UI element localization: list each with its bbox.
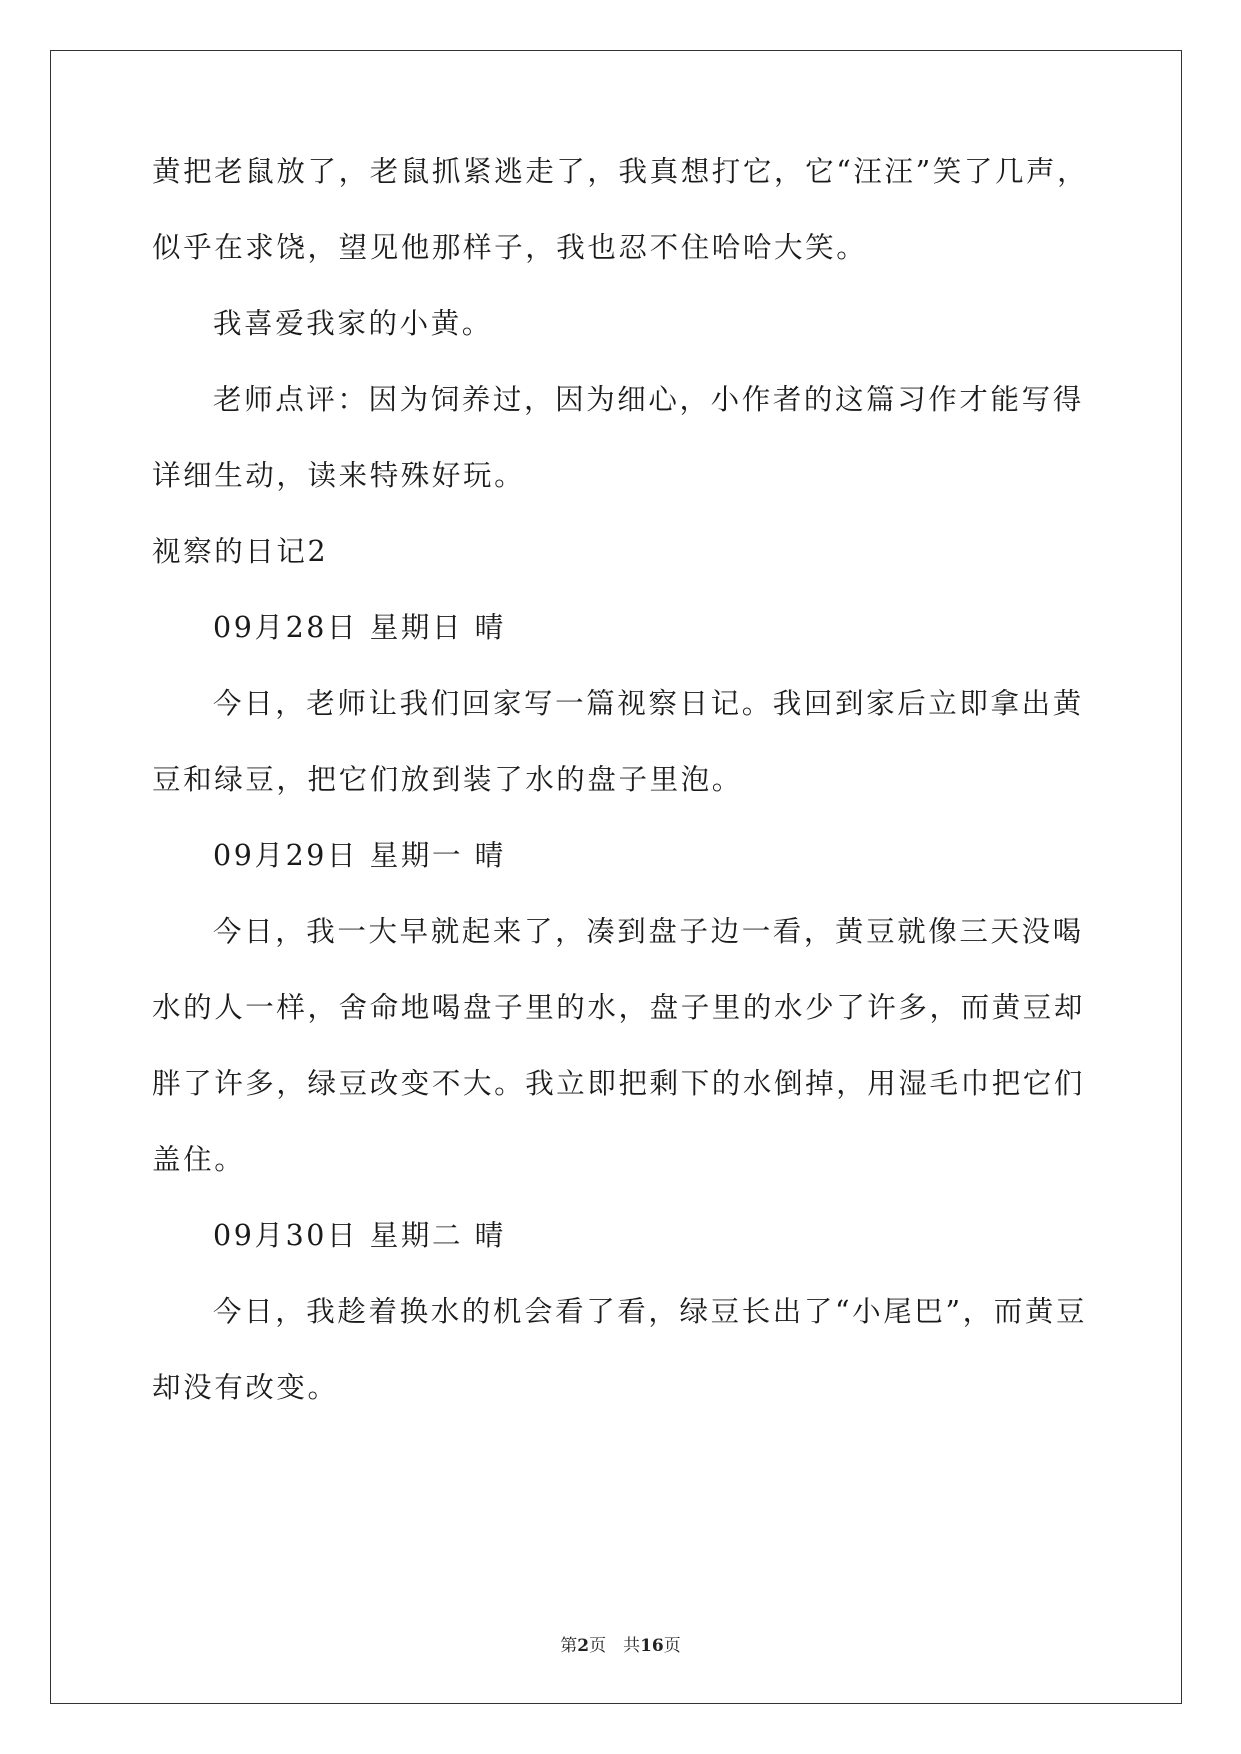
paragraph-line: 今日，老师让我们回家写一篇视察日记。我回到家后立即拿出黄 (213, 687, 1084, 720)
footer-middle: 页 共 (589, 1636, 641, 1656)
paragraph-line: 详细生动，读来特殊好玩。 (152, 459, 526, 492)
paragraph-line: 却没有改变。 (152, 1371, 339, 1404)
footer-page-number: 2 (577, 1636, 590, 1656)
paragraph-line: 黄把老鼠放了，老鼠抓紧逃走了，我真想打它，它“汪汪”笑了几声， (152, 155, 1089, 188)
paragraph-line: 豆和绿豆，把它们放到装了水的盘子里泡。 (152, 763, 743, 796)
footer-suffix: 页 (663, 1636, 681, 1656)
page-border (50, 50, 1182, 1704)
paragraph-line: 今日，我趁着换水的机会看了看，绿豆长出了“小尾巴”，而黄豆 (213, 1295, 1088, 1328)
diary-date: 09月30日 星期二 晴 (213, 1219, 506, 1252)
footer-total-pages: 16 (640, 1636, 664, 1656)
paragraph-line: 我喜爱我家的小黄。 (213, 307, 493, 340)
paragraph-line: 水的人一样，舍命地喝盘子里的水，盘子里的水少了许多，而黄豆却 (152, 991, 1086, 1024)
paragraph-line: 盖住。 (152, 1143, 246, 1176)
paragraph-line: 胖了许多，绿豆改变不大。我立即把剩下的水倒掉，用湿毛巾把它们 (152, 1067, 1086, 1100)
diary-date: 09月28日 星期日 晴 (213, 611, 506, 644)
paragraph-line: 今日，我一大早就起来了，凑到盘子边一看，黄豆就像三天没喝 (213, 915, 1084, 948)
page-footer (0, 1631, 1241, 1656)
section-heading: 视察的日记2 (152, 535, 329, 568)
diary-date: 09月29日 星期一 晴 (213, 839, 506, 872)
paragraph-line: 似乎在求饶，望见他那样子，我也忍不住哈哈大笑。 (152, 231, 868, 264)
footer-prefix: 第 (560, 1636, 578, 1656)
paragraph-line: 老师点评：因为饲养过，因为细心，小作者的这篇习作才能写得 (213, 383, 1084, 416)
